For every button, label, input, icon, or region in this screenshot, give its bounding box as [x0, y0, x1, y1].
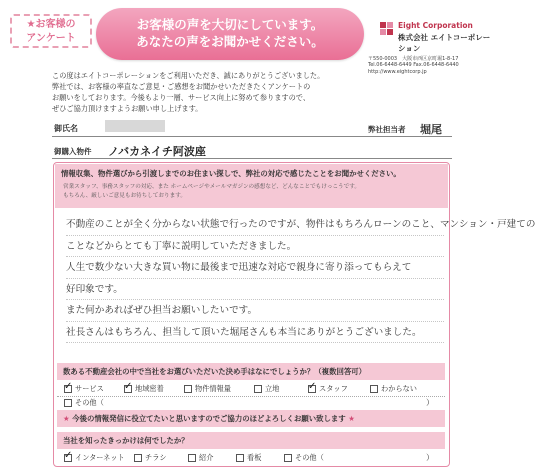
option-label: その他（	[295, 453, 324, 462]
staff-value: 堀尾	[420, 123, 442, 136]
answer-line: また何かあればぜひ担当お願いしたいです。	[66, 300, 444, 322]
checkbox-checked-icon[interactable]	[64, 454, 72, 462]
checkbox-checked-icon[interactable]	[124, 385, 132, 393]
option-label: サービス	[75, 384, 104, 393]
option-label: わからない	[381, 384, 417, 393]
q1-header	[55, 164, 448, 208]
company-address	[368, 56, 494, 75]
q1-sub1: 営業スタッフ、事務スタッフの対応、また ホームページやメールマガジンの感想など、どんなことでもけっこうです。	[63, 184, 360, 190]
q1-sub2: もちろん、厳しいご意見もお待ちしております。	[63, 192, 186, 199]
answer-line: ことなどからとても丁寧に説明していただきました。	[66, 236, 444, 258]
header-banner	[96, 8, 364, 60]
option-label: スタッフ	[319, 384, 348, 393]
q2-other-close-paren: ）	[426, 398, 434, 407]
q4-option-internet[interactable]	[64, 453, 125, 463]
q3-line	[63, 413, 355, 424]
q2-option-local[interactable]	[124, 384, 164, 394]
company-name-en: Eight Corporation	[398, 21, 473, 30]
q4-header	[57, 432, 445, 449]
intro-line: お願いをしております。今後もより一層、サービス向上に努めて参りますので、	[52, 93, 311, 102]
address-line: 〒550-0003 大阪市西区京町堀1-8-17	[368, 56, 459, 62]
checkbox-icon[interactable]	[64, 399, 72, 407]
q4-question: 当社を知ったきっかけは何でしたか？	[63, 436, 189, 445]
answer-line: 不動産のことが全く分からない状態で行ったのですが、物件はもちろんローンのこと、マンション・戸建ての	[66, 214, 444, 236]
company-name-jp: 株式会社 エイトコーポレーション	[398, 33, 491, 53]
option-label: 物件情報量	[195, 384, 231, 393]
answer-line: 人生で数少ない大きな買い物に最後まで迅速な対応で親身に寄り添ってもらえて	[66, 257, 444, 279]
company-logo	[380, 12, 492, 52]
q1-answer	[66, 214, 535, 365]
q2-option-staff[interactable]	[308, 384, 348, 394]
intro-line: 弊社では、お客様の率直なご意見・ご感想をお聞かせいただきたくアンケートの	[52, 82, 311, 91]
q2-option-service[interactable]	[64, 384, 104, 394]
q1-question: 情報収集、物件選びから引渡しまでのお住まい探しで、弊社の対応で感じたことをお聞かせください。	[61, 169, 401, 178]
q4-option-other[interactable]	[284, 453, 324, 463]
property-value: ノバカネイチ阿波座	[108, 145, 206, 158]
intro-line: ぜひご協力頂けますようお願い申し上げます。	[52, 104, 203, 113]
tag-line2: アンケート	[26, 33, 76, 44]
address-line: Tel.06-6448-6449 Fax.06-6448-6440	[368, 62, 459, 69]
property-label: 御購入物件	[54, 147, 92, 156]
q2-header	[57, 363, 445, 380]
address-line: http://www.eightcorp.jp	[368, 68, 427, 75]
tag-line1: ★お客様の	[26, 19, 76, 30]
q2-option-location[interactable]	[254, 384, 279, 394]
checkbox-icon[interactable]	[184, 385, 192, 393]
logo-mark-icon	[380, 22, 394, 36]
checkbox-checked-icon[interactable]	[64, 385, 72, 393]
name-label: 御氏名	[54, 124, 78, 133]
checkbox-icon[interactable]	[188, 454, 196, 462]
q4-option-signboard[interactable]	[236, 453, 261, 463]
answer-line: 好印象です。	[66, 279, 444, 301]
option-label: 立地	[265, 384, 280, 393]
option-label: インターネット	[75, 453, 125, 462]
q3-header	[57, 410, 445, 427]
q2-option-other[interactable]	[64, 398, 104, 408]
answer-line	[66, 343, 444, 365]
survey-tag	[10, 14, 92, 48]
q4-option-flyer[interactable]	[134, 453, 167, 463]
star-icon: ★	[348, 414, 355, 423]
option-label: 看板	[247, 453, 262, 462]
q2-option-listings[interactable]	[184, 384, 231, 394]
checkbox-icon[interactable]	[370, 385, 378, 393]
name-underline	[52, 136, 452, 137]
checkbox-icon[interactable]	[236, 454, 244, 462]
name-value-redacted	[105, 120, 165, 132]
q4-other-close-paren: ）	[426, 453, 434, 462]
checkbox-checked-icon[interactable]	[308, 385, 316, 393]
option-label: その他（	[75, 398, 104, 407]
intro-text	[52, 70, 372, 114]
option-label: 紹介	[199, 453, 214, 462]
property-underline	[52, 158, 452, 159]
q1-subtext	[63, 183, 448, 200]
banner-line1: お客様の声を大切にしています。	[136, 17, 324, 32]
checkbox-icon[interactable]	[254, 385, 262, 393]
star-icon: ★	[63, 414, 70, 423]
intro-line: この度はエイトコーポレーションをご利用いただき、誠にありがとうございました。	[52, 71, 325, 80]
banner-line2: あなたの声をお聞かせください。	[136, 34, 324, 49]
q2-option-unknown[interactable]	[370, 384, 417, 394]
q2-divider	[57, 396, 445, 397]
answer-line: 社長さんはもちろん、担当して頂いた堀尾さんも本当にありがとうございました。	[66, 322, 444, 344]
staff-label: 弊社担当者	[368, 125, 406, 134]
option-label: 地域密着	[135, 384, 164, 393]
q2-question: 数ある不動産会社の中で当社をお選びいただいた決め手はなにでしょうか？（複数回答可）	[63, 367, 367, 376]
q3-question: 今後の情報発信に役立てたいと思いますのでご協力のほどよろしくお願い致します	[72, 414, 346, 423]
q4-option-referral[interactable]	[188, 453, 213, 463]
checkbox-icon[interactable]	[284, 454, 292, 462]
checkbox-icon[interactable]	[134, 454, 142, 462]
option-label: チラシ	[145, 453, 167, 462]
